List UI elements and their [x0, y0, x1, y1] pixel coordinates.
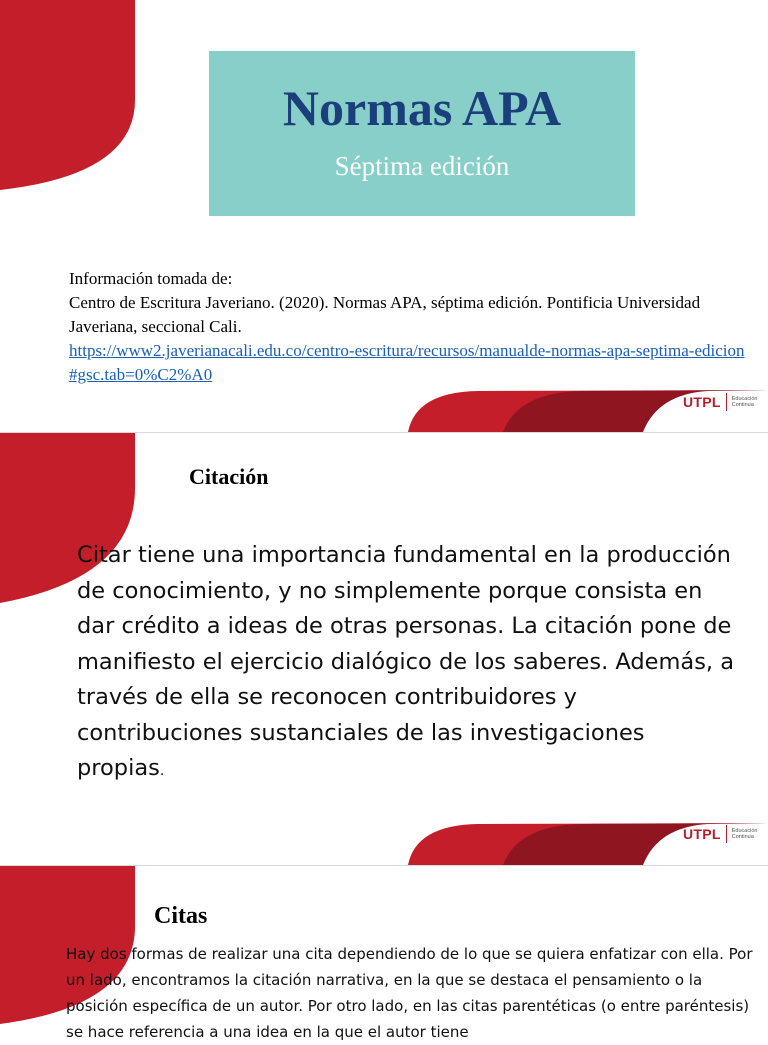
utpl-wordmark: UTPL	[683, 394, 721, 410]
utpl-wordmark: UTPL	[683, 826, 721, 842]
section-body	[77, 538, 737, 790]
slide-citacion	[0, 433, 768, 865]
section-heading: Citas	[154, 903, 208, 929]
body-end-mark: .	[159, 763, 165, 779]
body-text: Citar tiene una importancia fundamental en la producción de conocimiento, y no simplemente porque consista en dar crédito a ideas de otras personas. La citación pone de manifiesto el ejercicio dialógico de los saberes. Además, a través de ella se reconocen contribuidores y contribuciones sustanciales de las investigaciones propias	[77, 542, 735, 781]
section-heading: Citación	[189, 464, 269, 489]
red-corner-shape	[0, 0, 140, 200]
page-title: Normas APA	[282, 80, 562, 136]
utpl-logo	[683, 825, 757, 843]
logo-subtitle: Educación Continua	[731, 395, 758, 408]
title-box	[209, 51, 635, 216]
utpl-logo	[683, 393, 757, 411]
logo-divider	[726, 825, 727, 843]
slide-citas	[0, 866, 768, 1041]
source-citation: Centro de Escritura Javeriano. (2020). Normas APA, séptima edición. Pontificia Universidad Javeriana, seccional Cali.	[69, 293, 701, 336]
logo-divider	[726, 393, 727, 411]
source-label: Información tomada de:	[69, 269, 233, 288]
page-subtitle: Séptima edición	[334, 151, 510, 181]
slide-title	[0, 0, 768, 432]
source-link[interactable]: https://www2.javerianacali.edu.co/centro-escritura/recursos/manualde-normas-apa-septima-edicion#gsc.tab=0%C2%A0	[69, 341, 745, 384]
section-body: Hay dos formas de realizar una cita dependiendo de lo que se quiera enfatizar con ella. Por un lado, encontramos la citación narrativa, en la que se destaca el pensamiento o la posición específica de un autor. Por otro lado, en las citas parentéticas (o entre paréntesis) se hace referencia a una idea en la que el autor tiene	[66, 945, 753, 1041]
logo-subtitle: Educación Continua	[731, 827, 758, 840]
source-info	[69, 267, 749, 387]
